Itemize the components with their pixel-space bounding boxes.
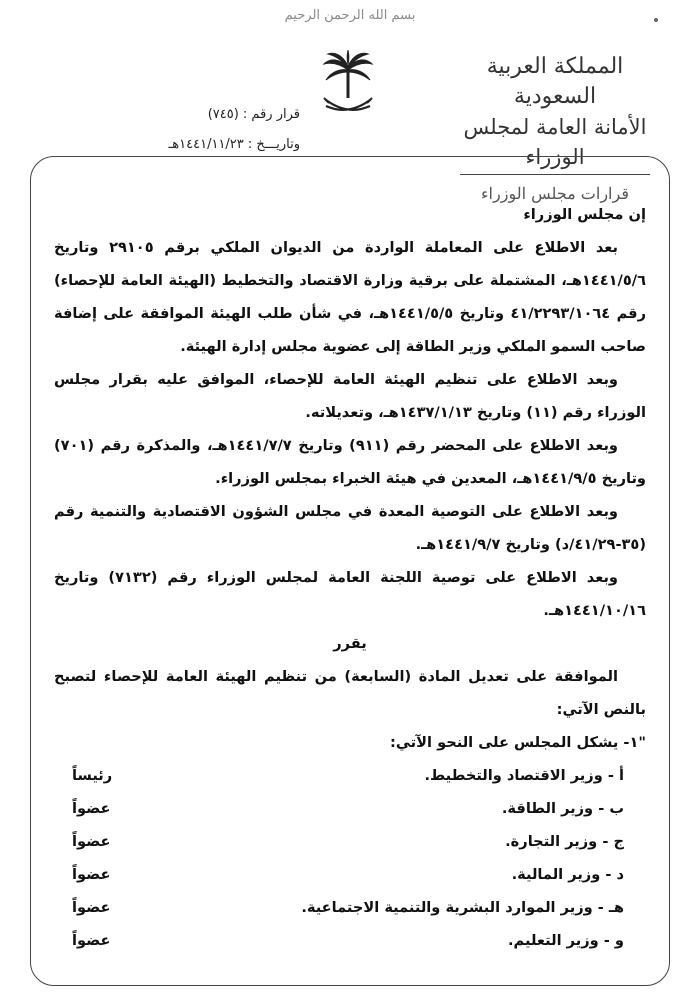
decision-body xyxy=(54,198,646,957)
member-list xyxy=(54,759,646,957)
member-name: و - وزير التعليم. xyxy=(508,932,624,949)
decisions-label: قرارات مجلس الوزراء xyxy=(481,184,629,203)
member-row xyxy=(54,792,646,825)
approval-paragraph: الموافقة على تعديل المادة (السابعة) من تنظيم الهيئة العامة للإحصاء لتصبح بالنص الآتي: xyxy=(54,668,646,718)
decision-number: قرار رقم : (٧٤٥) xyxy=(207,107,300,122)
member-role: عضواً xyxy=(72,866,111,883)
corner-dot xyxy=(654,18,658,22)
member-role: رئيساً xyxy=(72,767,113,784)
member-row xyxy=(54,891,646,924)
member-row xyxy=(54,825,646,858)
preamble-paragraph: وبعد الاطلاع على التوصية المعدة في مجلس الشؤون الاقتصادية والتنمية رقم (٣٥-٤١/٢٩/د) وتاريخ ١٤٤١/٩/٧هـ. xyxy=(54,503,646,553)
member-name: ج - وزير التجارة. xyxy=(505,833,624,850)
member-name: ب - وزير الطاقة. xyxy=(501,800,624,817)
palm-and-swords-emblem-icon xyxy=(320,50,376,120)
clause-heading: "١- يشكل المجلس على النحو الآتي: xyxy=(390,734,646,751)
member-role: عضواً xyxy=(72,899,111,916)
member-role: عضواً xyxy=(72,833,111,850)
member-role: عضواً xyxy=(72,932,111,949)
preamble-paragraph: وبعد الاطلاع على تنظيم الهيئة العامة للإحصاء، الموافق عليه بقرار مجلس الوزراء رقم (١١) وتاريخ ١٤٣٧/١/١٣هـ، وتعديلاته. xyxy=(54,371,646,421)
opening-line: إن مجلس الوزراء xyxy=(523,206,646,223)
secretariat-name: الأمانة العامة لمجلس الوزراء xyxy=(463,115,647,169)
resolves-heading: يقرر xyxy=(333,635,367,652)
basmala: بسم الله الرحمن الرحيم xyxy=(284,8,416,23)
member-name: د - وزير المالية. xyxy=(511,866,624,883)
member-row xyxy=(54,759,646,792)
member-row xyxy=(54,924,646,957)
preamble-paragraph: وبعد الاطلاع على المحضر رقم (٩١١) وتاريخ ١٤٤١/٧/٧هـ، والمذكرة رقم (٧٠١) وتاريخ ١٤٤١/٩/٥هـ، المعدين في هيئة الخبراء بمجلس الوزراء. xyxy=(54,437,646,487)
member-name: أ - وزير الاقتصاد والتخطيط. xyxy=(424,767,624,784)
preamble-paragraph: وبعد الاطلاع على توصية اللجنة العامة لمجلس الوزراء رقم (٧١٣٢) وتاريخ ١٤٤١/١٠/١٦هـ. xyxy=(54,569,646,619)
member-name: هـ - وزير الموارد البشرية والتنمية الاجتماعية. xyxy=(301,899,624,916)
preamble-paragraph: بعد الاطلاع على المعاملة الواردة من الديوان الملكي برقم ٢٩١٠٥ وتاريخ ١٤٤١/٥/٦هـ، المشتملة على برقية وزارة الاقتصاد والتخطيط (الهيئة العامة للإحصاء) رقم ٤١/٢٢٩٣/١٠٦٤ وتاريخ ١٤٤١/٥/٥هـ، في شأن طلب الهيئة الموافقة على إضافة صاحب السمو الملكي وزير الطاقة إلى عضوية مجلس إدارة الهيئة. xyxy=(54,239,646,355)
member-row xyxy=(54,858,646,891)
decision-date: وتاريـــخ : ١٤٤١/١١/٢٣هـ xyxy=(168,137,300,152)
decision-info xyxy=(80,100,300,160)
member-role: عضواً xyxy=(72,800,111,817)
kingdom-name: المملكة العربية السعودية xyxy=(486,54,624,109)
